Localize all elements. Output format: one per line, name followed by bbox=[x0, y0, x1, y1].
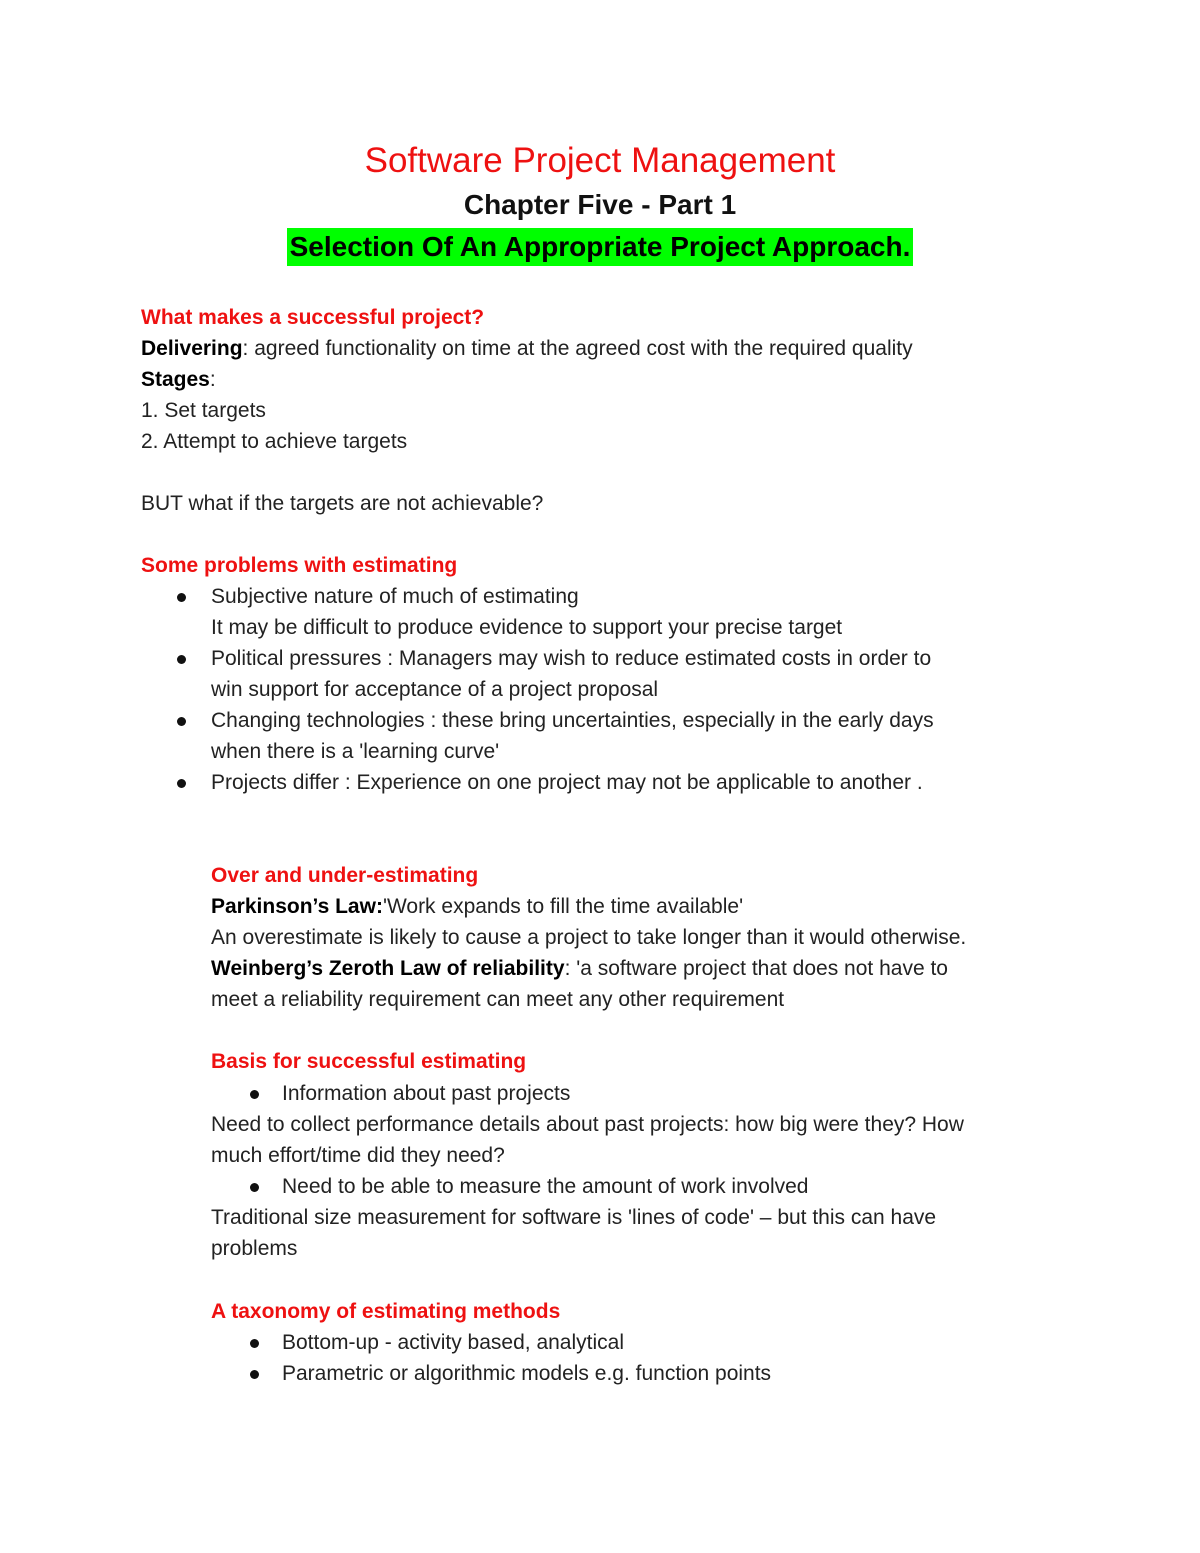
problem-item-technologies-cont: when there is a 'learning curve' bbox=[211, 740, 500, 763]
problem-item-technologies: Changing technologies : these bring uncertainties, especially in the early days bbox=[211, 709, 934, 732]
basis-paragraph-2-cont: problems bbox=[211, 1237, 298, 1260]
basis-paragraph-1: Need to collect performance details about past projects: how big were they? How bbox=[211, 1113, 964, 1136]
topic-banner-row bbox=[0, 228, 1200, 266]
taxonomy-item-parametric: Parametric or algorithmic models e.g. function points bbox=[282, 1362, 772, 1385]
bullet-icon bbox=[177, 779, 186, 788]
stage-step-2: 2. Attempt to achieve targets bbox=[141, 430, 408, 453]
section-heading-taxonomy: A taxonomy of estimating methods bbox=[211, 1300, 561, 1323]
basis-item-past-projects: Information about past projects bbox=[282, 1082, 571, 1105]
problem-item-political: Political pressures : Managers may wish to reduce estimated costs in order to bbox=[211, 647, 932, 670]
basis-paragraph-1-cont: much effort/time did they need? bbox=[211, 1144, 505, 1167]
section-heading-successful-project: What makes a successful project? bbox=[141, 306, 485, 329]
document-title: Software Project Management bbox=[364, 141, 836, 180]
topic-banner: Selection Of An Appropriate Project Approach. bbox=[287, 228, 914, 266]
problem-item-subjective: Subjective nature of much of estimating bbox=[211, 585, 579, 608]
weinberg-law-label: Weinberg’s Zeroth Law of reliability bbox=[211, 957, 565, 980]
bullet-icon bbox=[250, 1370, 259, 1379]
stages-label: Stages bbox=[141, 368, 210, 391]
targets-question: BUT what if the targets are not achievable? bbox=[141, 492, 544, 515]
weinberg-law-cont: meet a reliability requirement can meet any other requirement bbox=[211, 988, 785, 1011]
stages-colon: : bbox=[209, 368, 216, 391]
parkinsons-law-line bbox=[211, 893, 743, 921]
taxonomy-item-bottom-up: Bottom-up - activity based, analytical bbox=[282, 1331, 624, 1354]
bullet-icon bbox=[177, 593, 186, 602]
delivering-label: Delivering bbox=[141, 337, 243, 360]
section-heading-estimating-problems: Some problems with estimating bbox=[141, 554, 458, 577]
weinberg-law-line bbox=[211, 955, 948, 983]
delivering-line bbox=[141, 335, 913, 363]
problem-item-subjective-detail: It may be difficult to produce evidence to support your precise target bbox=[211, 616, 843, 639]
stages-line bbox=[141, 366, 216, 394]
section-heading-over-under-estimating: Over and under-estimating bbox=[211, 864, 479, 887]
basis-item-measure-work: Need to be able to measure the amount of work involved bbox=[282, 1175, 809, 1198]
overestimate-line: An overestimate is likely to cause a project to take longer than it would otherwise. bbox=[211, 926, 967, 949]
parkinsons-law-label: Parkinson’s Law: bbox=[211, 895, 383, 918]
bullet-icon bbox=[177, 717, 186, 726]
problem-item-projects-differ: Projects differ : Experience on one project may not be applicable to another . bbox=[211, 771, 923, 794]
basis-paragraph-2: Traditional size measurement for software is 'lines of code' – but this can have bbox=[211, 1206, 937, 1229]
problem-item-political-cont: win support for acceptance of a project proposal bbox=[211, 678, 659, 701]
bullet-icon bbox=[250, 1090, 259, 1099]
delivering-text: : agreed functionality on time at the agreed cost with the required quality bbox=[242, 337, 913, 360]
chapter-heading: Chapter Five - Part 1 bbox=[463, 189, 737, 220]
bullet-icon bbox=[250, 1183, 259, 1192]
bullet-icon bbox=[250, 1339, 259, 1348]
section-heading-basis-estimating: Basis for successful estimating bbox=[211, 1050, 527, 1073]
weinberg-law-text: : 'a software project that does not have to bbox=[564, 957, 948, 980]
bullet-icon bbox=[177, 655, 186, 664]
stage-step-1: 1. Set targets bbox=[141, 399, 266, 422]
parkinsons-law-text: 'Work expands to fill the time available' bbox=[382, 895, 744, 918]
